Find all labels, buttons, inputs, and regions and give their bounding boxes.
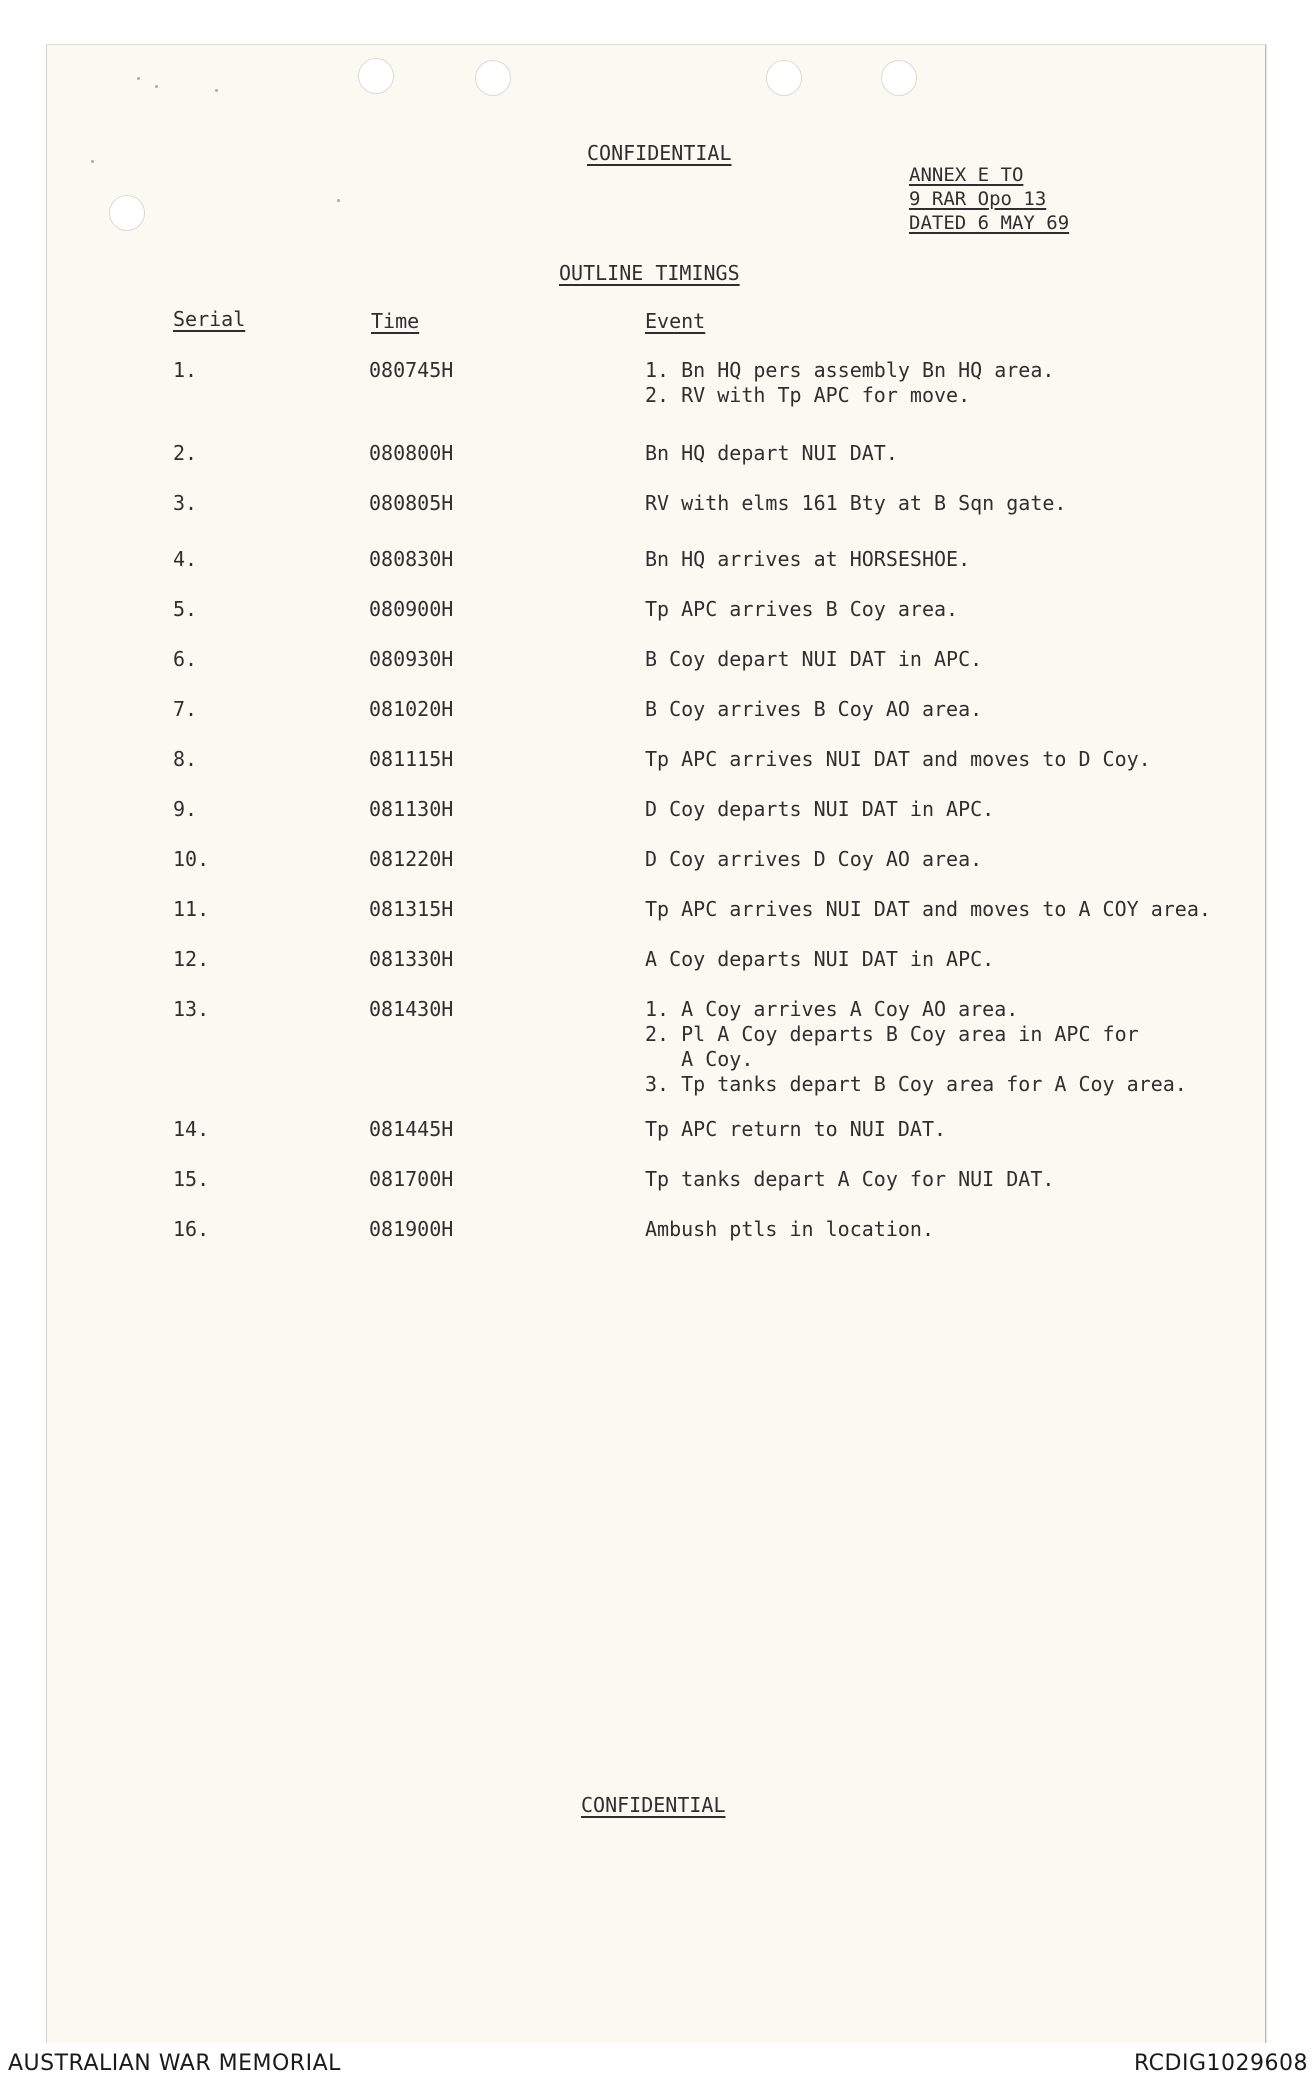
- row-event: [645, 897, 1211, 922]
- paper-speck: [155, 85, 158, 88]
- annex-line: ANNEX E TO: [909, 164, 1024, 186]
- archive-caption-left: AUSTRALIAN WAR MEMORIAL: [8, 2051, 341, 2076]
- header-classification: CONFIDENTIAL: [587, 141, 732, 165]
- punch-hole: [881, 60, 917, 96]
- event-line: B Coy depart NUI DAT in APC.: [645, 647, 983, 671]
- row-serial: 2.: [173, 441, 198, 465]
- annex-line: DATED 6 MAY 69: [909, 212, 1070, 234]
- row-time: 080745H: [369, 358, 454, 382]
- row-event: [645, 358, 1054, 408]
- row-serial: 11.: [173, 897, 210, 921]
- row-event: [645, 947, 994, 972]
- row-serial: 9.: [173, 797, 198, 821]
- event-line: 2. RV with Tp APC for move.: [645, 383, 971, 407]
- row-event: [645, 847, 982, 872]
- row-serial: 12.: [173, 947, 210, 971]
- row-time: 080900H: [369, 597, 454, 621]
- footer-classification: CONFIDENTIAL: [581, 1793, 726, 1817]
- event-line: B Coy arrives B Coy AO area.: [645, 697, 983, 721]
- row-event: [645, 997, 1187, 1097]
- row-event: [645, 1217, 934, 1242]
- row-time: 080930H: [369, 647, 454, 671]
- row-time: 081430H: [369, 997, 454, 1021]
- event-line: A Coy.: [645, 1047, 754, 1071]
- column-header-event: Event: [645, 309, 706, 333]
- row-time: 081020H: [369, 697, 454, 721]
- row-time: 081445H: [369, 1117, 454, 1141]
- row-event: [645, 547, 970, 572]
- row-event: [645, 491, 1066, 516]
- event-line: Tp APC arrives B Coy area.: [645, 597, 959, 621]
- event-line: RV with elms 161 Bty at B Sqn gate.: [645, 491, 1067, 515]
- row-serial: 4.: [173, 547, 198, 571]
- row-serial: 7.: [173, 697, 198, 721]
- row-event: [645, 697, 982, 722]
- row-event: [645, 797, 994, 822]
- row-time: 080805H: [369, 491, 454, 515]
- punch-hole: [475, 60, 511, 96]
- event-line: Tp tanks depart A Coy for NUI DAT.: [645, 1167, 1055, 1191]
- event-line: Tp APC arrives NUI DAT and moves to D Coy.: [645, 747, 1151, 771]
- row-time: 081130H: [369, 797, 454, 821]
- paper-speck: [215, 89, 218, 92]
- row-event: [645, 747, 1151, 772]
- row-time: 081115H: [369, 747, 454, 771]
- paper-speck: [137, 77, 140, 80]
- row-serial: 6.: [173, 647, 198, 671]
- event-line: Tp APC arrives NUI DAT and moves to A COY area.: [645, 897, 1211, 921]
- event-line: A Coy departs NUI DAT in APC.: [645, 947, 995, 971]
- row-time: 081900H: [369, 1217, 454, 1241]
- column-header-time: Time: [371, 309, 420, 333]
- row-event: [645, 1117, 946, 1142]
- row-serial: 10.: [173, 847, 210, 871]
- event-line: D Coy departs NUI DAT in APC.: [645, 797, 995, 821]
- document-page: [46, 44, 1266, 2043]
- event-line: 2. Pl A Coy departs B Coy area in APC for: [645, 1022, 1139, 1046]
- row-time: 081315H: [369, 897, 454, 921]
- row-time: 081330H: [369, 947, 454, 971]
- event-line: Bn HQ arrives at HORSESHOE.: [645, 547, 971, 571]
- event-line: 1. A Coy arrives A Coy AO area.: [645, 997, 1019, 1021]
- row-serial: 3.: [173, 491, 198, 515]
- row-time: 081700H: [369, 1167, 454, 1191]
- punch-hole: [358, 58, 394, 94]
- annex-line: 9 RAR Opo 13: [909, 188, 1047, 210]
- row-time: 081220H: [369, 847, 454, 871]
- punch-hole: [766, 60, 802, 96]
- row-serial: 16.: [173, 1217, 210, 1241]
- paper-speck: [337, 199, 340, 202]
- event-line: Bn HQ depart NUI DAT.: [645, 441, 898, 465]
- row-serial: 8.: [173, 747, 198, 771]
- row-time: 080800H: [369, 441, 454, 465]
- column-header-serial: Serial: [173, 307, 246, 331]
- row-serial: 1.: [173, 358, 198, 382]
- event-line: 1. Bn HQ pers assembly Bn HQ area.: [645, 358, 1055, 382]
- row-serial: 5.: [173, 597, 198, 621]
- row-serial: 15.: [173, 1167, 210, 1191]
- punch-hole: [109, 195, 145, 231]
- event-line: 3. Tp tanks depart B Coy area for A Coy area.: [645, 1072, 1187, 1096]
- archive-caption-right: RCDIG1029608: [1133, 2051, 1308, 2076]
- event-line: Tp APC return to NUI DAT.: [645, 1117, 947, 1141]
- row-event: [645, 441, 898, 466]
- row-event: [645, 1167, 1054, 1192]
- row-serial: 14.: [173, 1117, 210, 1141]
- paper-speck: [91, 160, 94, 163]
- row-event: [645, 597, 958, 622]
- row-event: [645, 647, 982, 672]
- annex-reference: [909, 163, 1149, 235]
- event-line: Ambush ptls in location.: [645, 1217, 934, 1241]
- event-line: D Coy arrives D Coy AO area.: [645, 847, 983, 871]
- row-time: 080830H: [369, 547, 454, 571]
- row-serial: 13.: [173, 997, 210, 1021]
- document-title: OUTLINE TIMINGS: [559, 261, 740, 285]
